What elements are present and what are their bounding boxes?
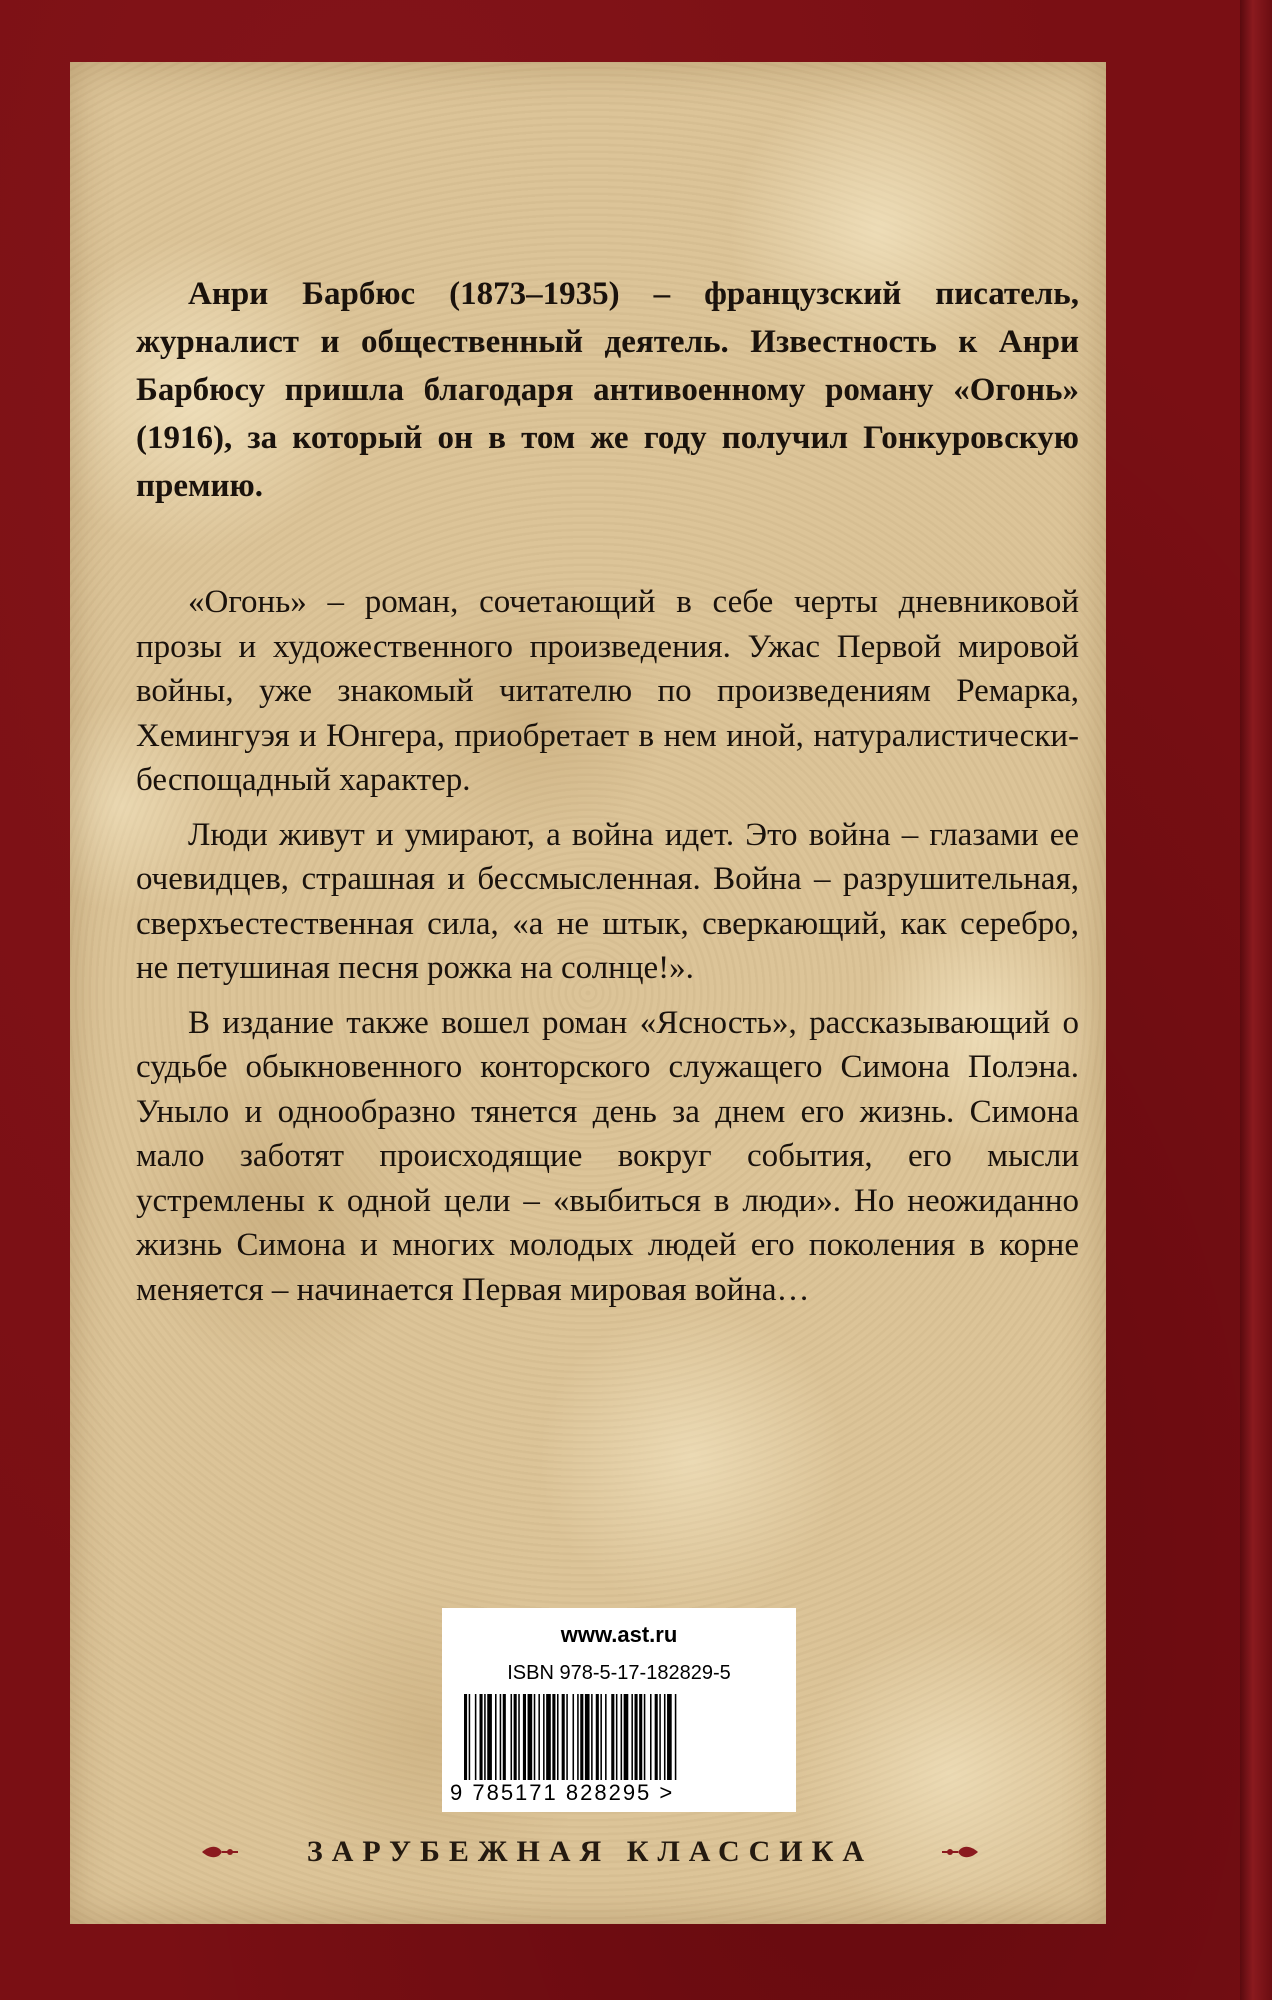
series-title: ЗАРУБЕЖНАЯ КЛАССИКА — [306, 1835, 874, 1868]
barcode-block — [442, 1608, 796, 1812]
cover-edge — [1240, 0, 1272, 2000]
barcode-bars — [464, 1694, 770, 1780]
publisher-site: www.ast.ru — [560, 1622, 678, 1647]
description-paragraph: Люди живут и умирают, а война идет. Это война – глазами ее очевидцев, страшная и бессмысленная. Война – разрушительная, сверхъестественная сила, «а не штык, сверкающий, как серебро, не петушиная песня рожка на солнце!». — [136, 816, 1079, 986]
author-annotation: Анри Барбюс (1873–1935) – французский писатель, журналист и общественный деятель. Известность к Анри Барбюсу пришла благодаря антивоенному роману «Огонь» (1916), за который он в том же году получил Гонкуровскую премию. — [136, 276, 1079, 504]
ean-digits: 9 785171 828295 > — [450, 1780, 675, 1805]
description-paragraph: В издание также вошел роман «Ясность», рассказывающий о судьбе обыкновенного конторского служащего Симона Полэна. Уныло и однообразно тянется день за днем его жизнь. Симона мало заботят происходящие вокруг события, его мысли устремлены к одной цели – «выбиться в люди». Но неожиданно жизнь Симона и многих молодых людей его поколения в корне меняется – начинается Первая мировая война… — [136, 1004, 1079, 1308]
isbn-label: ISBN 978-5-17-182829-5 — [507, 1662, 731, 1684]
fleuron-icon — [940, 1839, 980, 1865]
book-description — [136, 580, 1079, 1322]
description-paragraph: «Огонь» – роман, сочетающий в себе черты дневниковой прозы и художественного произведения. Ужас Первой мировой войны, уже знакомый читателю по произведениям Ремарка, Хемингуэя и Юнгера, приобретает в нем иной, натуралистически-беспощадный характер. — [136, 584, 1079, 798]
series-banner — [200, 1828, 980, 1876]
fleuron-icon — [200, 1839, 240, 1865]
